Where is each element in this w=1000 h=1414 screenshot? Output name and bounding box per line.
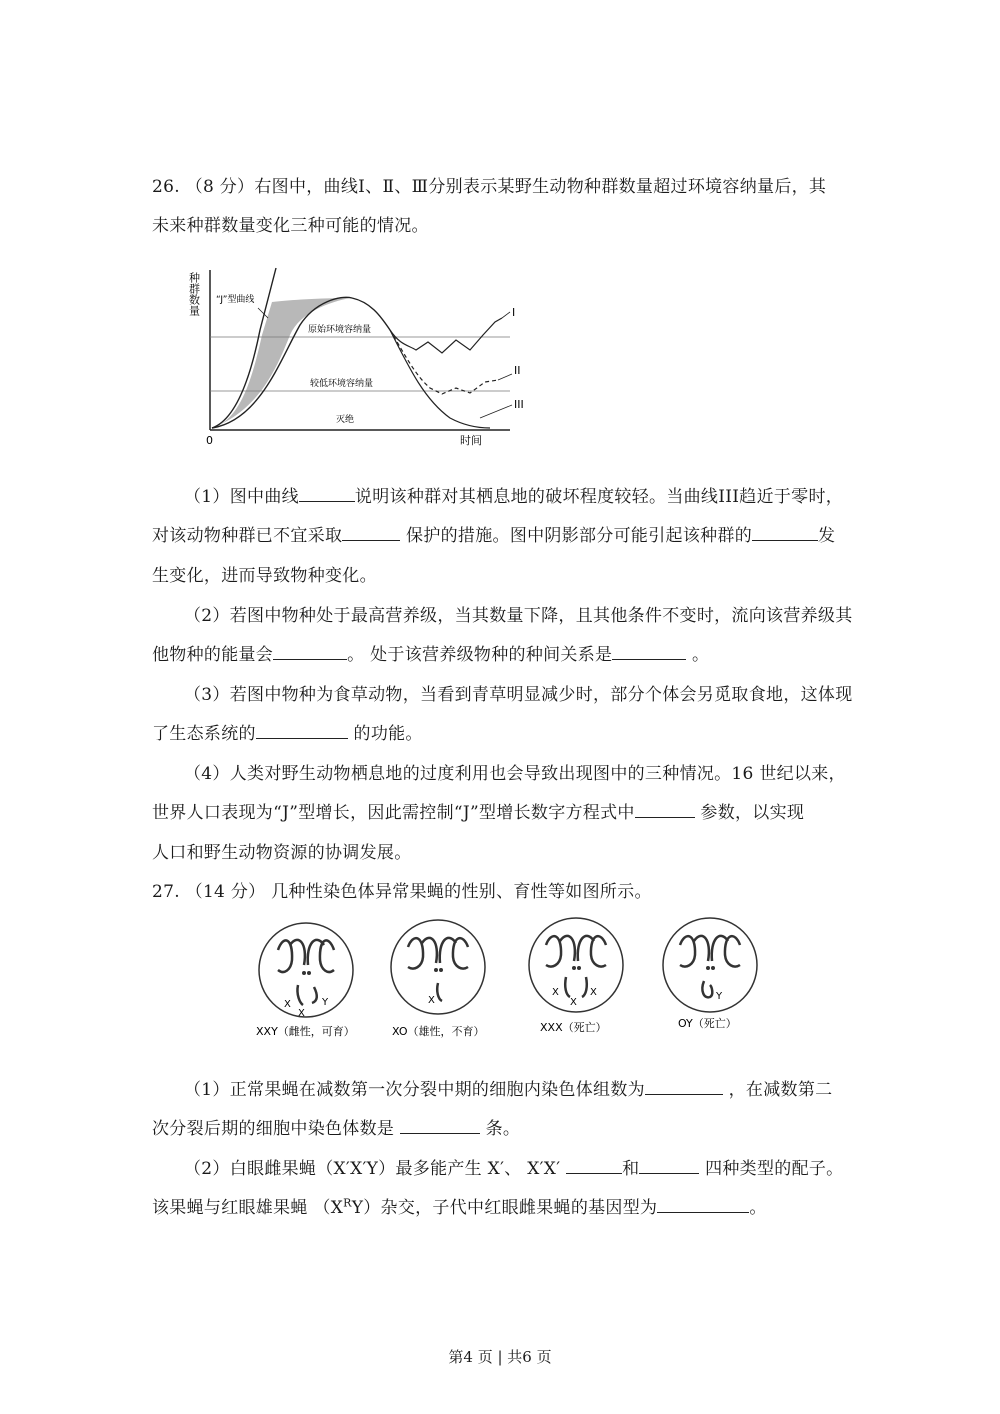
low-capacity-label: 较低环境容纳量 — [310, 379, 374, 389]
q27-p1-line2: 次分裂后期的细胞中染色体数是 条。 — [152, 1119, 521, 1139]
q26-p2-line1: （2）若图中物种处于最高营养级，当其数量下降，且其他条件不变时，流向该营养级其 — [184, 606, 853, 626]
q26-p4-line2: 世界人口表现为“J”型增长，因此需控制“J”型增长数字方程式中 参数，以实现 — [152, 803, 805, 823]
answer-blank-1[interactable] — [299, 485, 355, 502]
cell-oy — [663, 918, 757, 1030]
curve-1 — [390, 318, 502, 353]
curve-1-label: I — [512, 306, 516, 319]
q27-stem: 27. （14 分） 几种性染色体异常果蝇的性别、育性等如图所示。 — [152, 882, 652, 902]
cell-xxx — [529, 918, 623, 1034]
cell-xxy — [256, 923, 355, 1038]
x-axis-label: 时间 — [460, 434, 482, 447]
q26-p4-line3: 人口和野生动物资源的协调发展。 — [152, 843, 412, 863]
answer-blank-3[interactable] — [752, 524, 818, 541]
extinct-label: 灭绝 — [336, 415, 355, 425]
caption-xxx: XXX（死亡） — [540, 1021, 607, 1034]
q27-p1-line1: （1）正常果蝇在减数第一次分裂中期的细胞内染色体组数为 ，在减数第二 — [184, 1080, 833, 1100]
population-curve-figure — [180, 250, 525, 450]
answer-blank-5[interactable] — [612, 643, 686, 660]
svg-text:X: X — [428, 995, 435, 1006]
shaded-region — [212, 298, 350, 428]
q26-stem-line1: 26. （8 分）右图中，曲线Ⅰ、Ⅱ、Ⅲ分别表示某野生动物种群数量超过环境容纳量后，其 — [152, 177, 827, 197]
page-footer: 第4 页 | 共6 页 — [448, 1348, 552, 1366]
svg-text:X: X — [552, 987, 559, 998]
svg-text:Y: Y — [716, 991, 723, 1002]
caption-xo: XO（雄性，不育） — [392, 1025, 485, 1038]
caption-xxy: XXY（雌性，可育） — [256, 1025, 355, 1038]
q26-p1-line3: 生变化，进而导致物种变化。 — [152, 566, 377, 586]
q26-p4-line1: （4）人类对野生动物栖息地的过度利用也会导致出现图中的三种情况。16 世纪以来， — [184, 764, 846, 784]
j-curve-label: “J”型曲线 — [216, 295, 255, 305]
q26-p3-line2: 了生态系统的 的功能。 — [152, 724, 423, 744]
answer-blank-7[interactable] — [635, 801, 695, 818]
answer-blank-8[interactable] — [645, 1078, 723, 1095]
curve-3-label: III — [514, 398, 524, 411]
answer-blank-4[interactable] — [273, 643, 347, 660]
svg-text:X: X — [570, 997, 577, 1008]
q26-stem-line2: 未来种群数量变化三种可能的情况。 — [152, 216, 429, 236]
curve-3-pointer — [480, 405, 512, 418]
curve-1-pointer — [502, 312, 510, 318]
caption-oy: OY（死亡） — [678, 1017, 737, 1030]
q26-p3-line1: （3）若图中物种为食草动物，当看到青草明显减少时，部分个体会另觅取食地，这体现 — [184, 685, 853, 705]
answer-blank-10[interactable] — [566, 1157, 622, 1174]
curve-2-label: II — [514, 364, 521, 377]
answer-blank-6[interactable] — [256, 722, 348, 739]
cell-xo — [391, 920, 485, 1038]
answer-blank-9[interactable] — [400, 1117, 480, 1134]
origin-label: 0 — [206, 434, 213, 447]
chromosome-cells-figure — [248, 915, 768, 1045]
svg-text:X: X — [284, 999, 291, 1010]
svg-text:X: X — [590, 987, 597, 998]
orig-capacity-label: 原始环境容纳量 — [308, 325, 372, 335]
svg-text:X: X — [298, 1008, 305, 1019]
answer-blank-11[interactable] — [639, 1157, 699, 1174]
q26-p2-line2: 他物种的能量会 。 处于该营养级物种的种间关系是 。 — [152, 645, 710, 665]
q27-p2-line1: （2）白眼雌果蝇（X′X′Y）最多能产生 X′、 X′X′ 和 四种类型的配子。 — [184, 1159, 844, 1179]
curve-2-pointer — [498, 374, 512, 380]
y-axis-label: 种群数量 — [187, 272, 201, 316]
svg-text:Y: Y — [322, 997, 329, 1008]
q27-p2-line2: 该果蝇与红眼雄果蝇 $(X^RY)$杂交，子代中红眼雌果蝇的基因型为 。 — [152, 1196, 767, 1218]
answer-blank-2[interactable] — [342, 524, 400, 541]
q26-p1-line1: （1）图中曲线 说明该种群对其栖息地的破坏程度较轻。当曲线III趋近于零时， — [184, 487, 844, 507]
answer-blank-12[interactable] — [657, 1196, 749, 1213]
q26-p1-line2: 对该动物种群已不宜采取 保护的措施。图中阴影部分可能引起该种群的 发 — [152, 526, 836, 546]
